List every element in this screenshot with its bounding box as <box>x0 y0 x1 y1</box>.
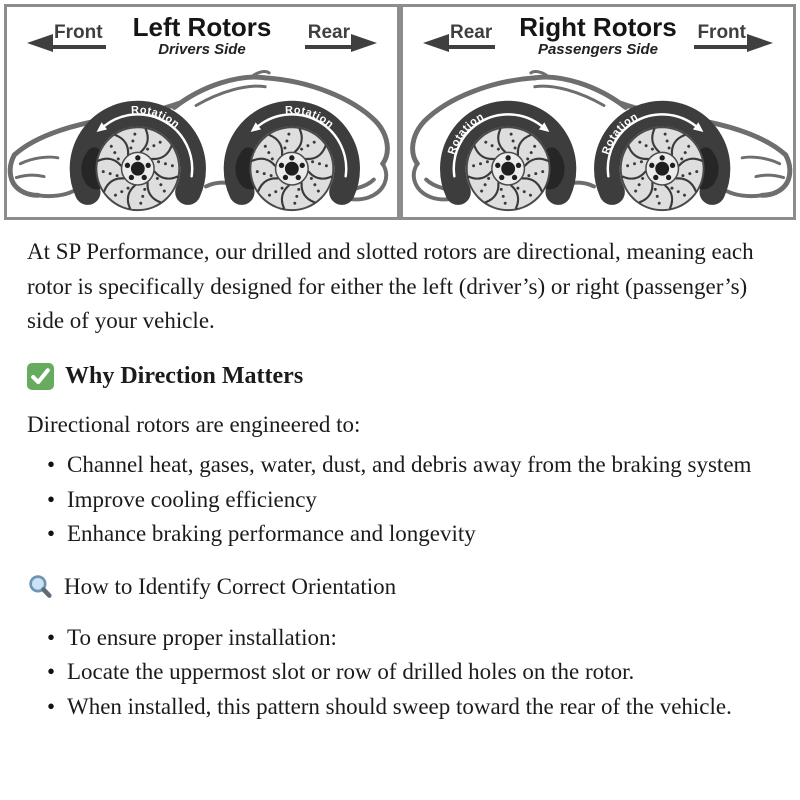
engineered-lead: Directional rotors are engineered to: <box>27 411 361 437</box>
rear-label: Rear <box>305 22 353 49</box>
magnifier-icon <box>27 574 54 601</box>
list-item <box>27 690 759 725</box>
check-mark-icon <box>27 363 54 390</box>
list-item-text: When installed, this pattern should sweep toward the rear of the vehicle. <box>67 693 732 719</box>
left-rotors-panel <box>4 4 400 220</box>
rotation-label: Rotation <box>445 110 487 157</box>
list-item <box>27 517 759 552</box>
right-panel-title: Right Rotors <box>519 12 677 42</box>
rear-label: Rear <box>447 22 495 49</box>
list-item <box>27 655 759 690</box>
front-direction-indicator <box>27 22 106 52</box>
arrow-right-icon <box>747 34 773 52</box>
front-direction-indicator <box>694 22 773 52</box>
left-panel-header <box>7 14 397 66</box>
why-direction-list <box>27 448 759 552</box>
rear-direction-indicator <box>423 22 495 52</box>
rotation-label: Rotation <box>130 104 183 131</box>
list-item-text: Improve cooling efficiency <box>67 486 317 512</box>
arrow-left-icon <box>27 34 53 52</box>
orientation-heading-text: How to Identify Correct Orientation <box>64 574 397 599</box>
intro-paragraph: At SP Performance, our drilled and slotted rotors are directional, meaning each rotor is specifically designed for either the left (driver’s) or right (passenger’s) side of your vehicle. <box>27 239 754 333</box>
list-item-text: Channel heat, gases, water, dust, and debris away from the braking system <box>67 452 752 477</box>
rotation-label: Rotation <box>284 104 337 131</box>
why-direction-heading-text: Why Direction Matters <box>65 362 304 389</box>
article-body <box>2 235 792 724</box>
right-rotors-panel <box>400 4 796 220</box>
right-panel-subtitle: Passengers Side <box>537 41 659 59</box>
front-label: Front <box>694 22 749 49</box>
front-label: Front <box>51 22 106 49</box>
right-panel-header <box>403 14 793 66</box>
orientation-list <box>27 621 759 725</box>
list-item-text: Locate the uppermost slot or row of drilled holes on the rotor. <box>67 659 635 684</box>
arrow-left-icon <box>423 34 449 52</box>
left-car-illustration <box>7 66 397 220</box>
rotor-direction-diagram <box>4 4 796 220</box>
orientation-heading <box>27 574 767 601</box>
arrow-right-icon <box>351 34 377 52</box>
right-car-illustration <box>403 66 793 220</box>
list-item-text: Enhance braking performance and longevity <box>67 521 476 546</box>
list-item <box>27 448 759 483</box>
why-direction-heading <box>27 363 767 390</box>
list-item <box>27 483 759 518</box>
left-panel-subtitle: Drivers Side <box>158 41 246 59</box>
left-panel-title: Left Rotors <box>132 12 272 42</box>
rear-direction-indicator <box>305 22 377 52</box>
rotation-label: Rotation <box>599 110 641 157</box>
list-item <box>27 621 759 656</box>
list-item-text: To ensure proper installation: <box>67 624 337 650</box>
